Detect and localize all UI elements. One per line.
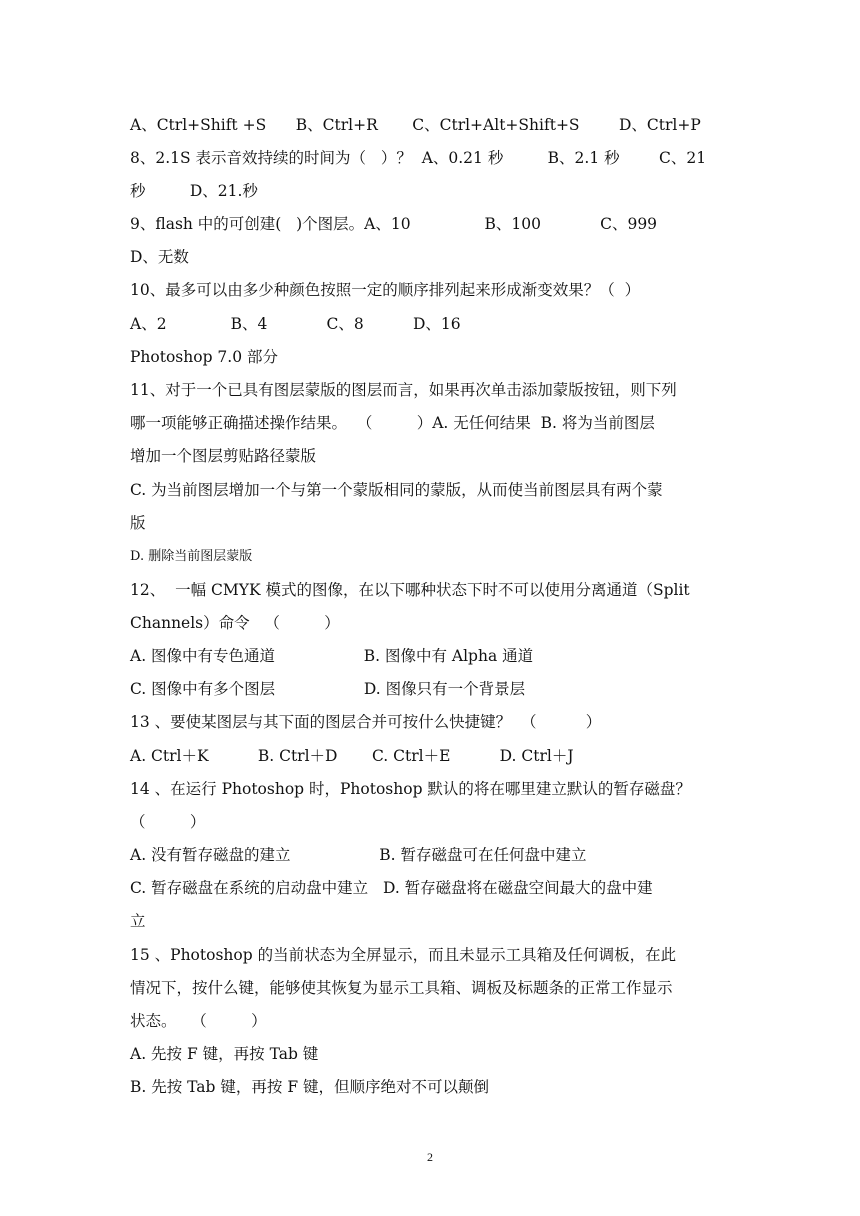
text-line: A. 先按 F 键，再按 Tab 键 — [130, 1045, 319, 1063]
text-line: C. 为当前图层增加一个与第一个蒙版相同的蒙版，从而使当前图层具有两个蒙 — [130, 481, 663, 499]
text-line: 8、2.1S 表示音效持续的时间为（ ）？ A、0.21 秒 B、2.1 秒 C、21 — [130, 149, 707, 167]
text-line: B. 先按 Tab 键，再按 F 键，但顺序绝对不可以颠倒 — [130, 1078, 490, 1096]
text-line: C. 暂存磁盘在系统的启动盘中建立 D. 暂存磁盘将在磁盘空间最大的盘中建 — [130, 879, 653, 897]
page-number: 2 — [427, 1150, 433, 1164]
text-line: 13 、要使某图层与其下面的图层合并可按什么快捷键？ （ ） — [130, 713, 602, 731]
text-line: （ ） — [130, 813, 206, 831]
text-line: A. 没有暂存磁盘的建立 B. 暂存磁盘可在任何盘中建立 — [130, 846, 587, 864]
text-line: D. 删除当前图层蒙版 — [130, 549, 253, 564]
section-heading: Photoshop 7.0 部分 — [130, 348, 278, 366]
text-line: 15 、Photoshop 的当前状态为全屏显示，而且未显示工具箱及任何调板，在此 — [130, 946, 677, 964]
text-line: 9、flash 中的可创建( )个图层。A、10 B、100 C、999 — [130, 215, 658, 233]
text-line: 情况下，按什么键，能够使其恢复为显示工具箱、调板及标题条的正常工作显示 — [130, 979, 673, 997]
text-line: Channels）命令 （ ） — [130, 614, 340, 632]
text-line: D、无数 — [130, 248, 189, 266]
text-line: 10、最多可以由多少种颜色按照一定的顺序排列起来形成渐变效果？（ ） — [130, 281, 641, 299]
text-line: 14 、在运行 Photoshop 时，Photoshop 默认的将在哪里建立默认的暂存磁盘？ — [130, 780, 691, 798]
text-line: A. Ctrl＋K B. Ctrl＋D C. Ctrl＋E D. Ctrl＋J — [130, 747, 574, 765]
text-line: A. 图像中有专色通道 B. 图像中有 Alpha 通道 — [130, 647, 534, 665]
text-line: 11、对于一个已具有图层蒙版的图层而言，如果再次单击添加蒙版按钮，则下列 — [130, 381, 677, 399]
text-line: 秒 D、21.秒 — [130, 182, 258, 200]
text-line: A、2 B、4 C、8 D、16 — [130, 315, 461, 333]
text-line: 增加一个图层剪贴路径蒙版 — [130, 447, 317, 465]
text-line: 版 — [130, 514, 146, 532]
text-line: C. 图像中有多个图层 D. 图像只有一个背景层 — [130, 680, 526, 698]
text-line: 立 — [130, 912, 146, 930]
text-line: 状态。 （ ） — [130, 1012, 267, 1030]
text-line: A、Ctrl+Shift +S B、Ctrl+R C、Ctrl+Alt+Shift+S D、Ctrl+P — [130, 116, 701, 134]
text-line: 哪一项能够正确描述操作结果。 （ ）A. 无任何结果 B. 将为当前图层 — [130, 414, 655, 432]
text-line: 12、 一幅 CMYK 模式的图像，在以下哪种状态下时不可以使用分离通道（Split — [130, 581, 690, 599]
